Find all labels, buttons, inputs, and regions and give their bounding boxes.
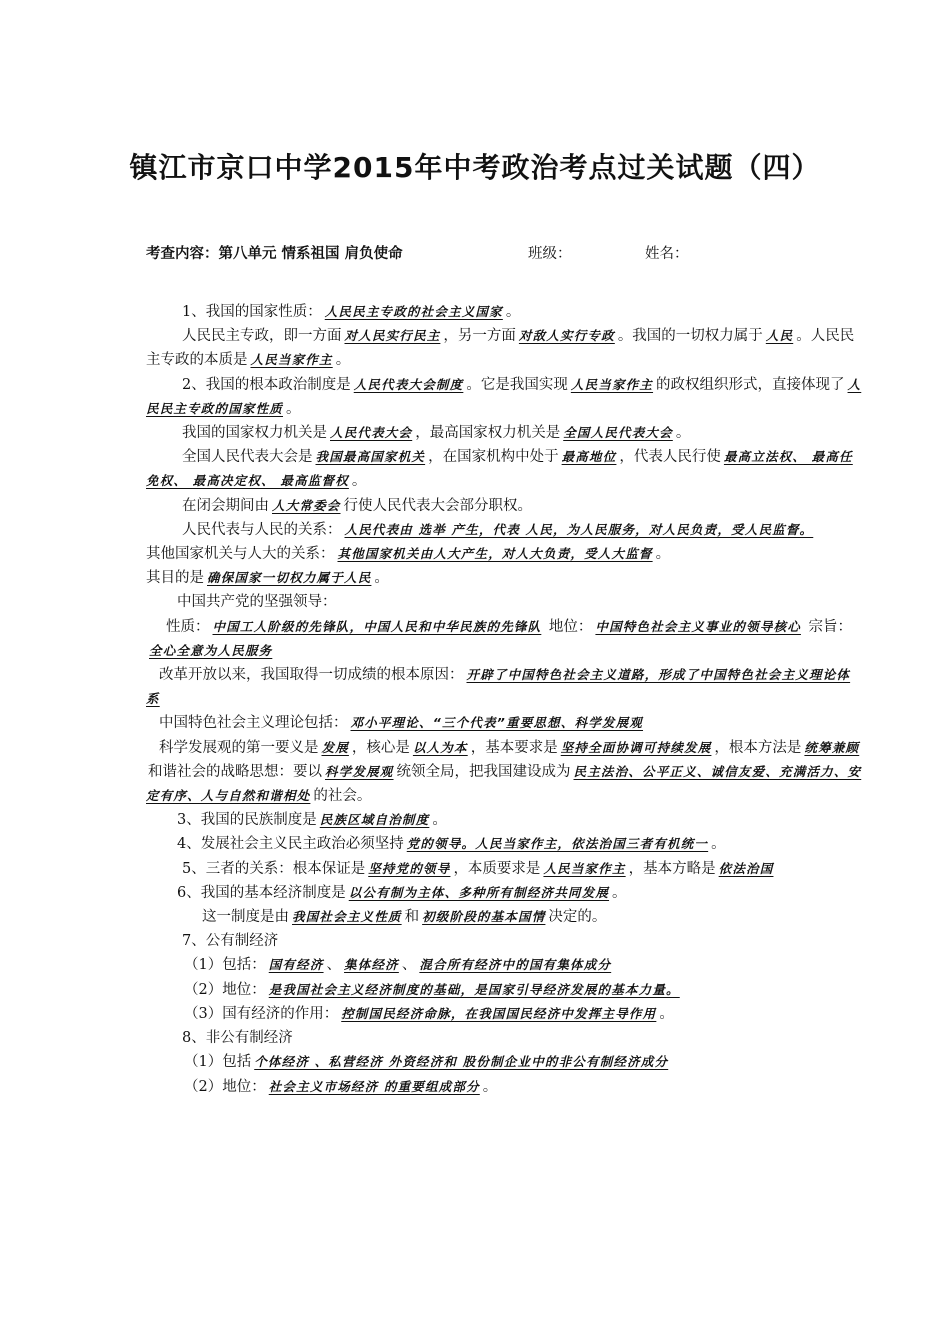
answer: 人民代表大会 — [330, 425, 413, 441]
answer: 坚持党的领导 — [368, 860, 451, 876]
reform-reason — [146, 663, 866, 711]
text: ，基本方略是 — [628, 860, 716, 877]
answer: 对敌人实行专政 — [518, 328, 615, 344]
answer: 社会主义市场经济 的重要组成部分 — [268, 1078, 480, 1094]
text: 中国特色社会主义理论包括： — [159, 715, 348, 732]
answer: 初级阶段的基本国情 — [422, 909, 546, 925]
text: 决定的。 — [548, 909, 607, 926]
answer: 确保国家一切权力属于人民 — [207, 570, 372, 586]
q7-role — [146, 1002, 866, 1026]
text: 全国人民代表大会是 — [182, 449, 313, 466]
answer: 开辟了中国特色社会主义道路，形成了中国特色社会主义理论体系 — [146, 667, 851, 707]
q2-purpose — [146, 566, 866, 590]
q1-detail — [146, 324, 866, 372]
text: ，本质要求是 — [453, 860, 541, 877]
text: 的政权组织形式， — [656, 376, 773, 393]
answer: 控制国民经济命脉，在我国国民经济中发挥主导作用 — [341, 1005, 657, 1021]
theory-system — [146, 711, 866, 735]
text: 6、我国的基本经济制度是 — [177, 884, 346, 901]
text: 我国的国家权力机关是 — [182, 425, 327, 442]
text: 。它是我国实现 — [466, 376, 568, 393]
answer: 人民民主专政的国家性质 — [146, 376, 862, 416]
text: 其他国家机关与人大的关系： — [146, 546, 335, 563]
answer: 依法治国 — [718, 860, 774, 876]
answer: 中国工人阶级的先锋队，中国人民和中华民族的先锋队 — [212, 618, 542, 634]
text: （2）地位： — [184, 1078, 266, 1095]
question-body — [146, 300, 866, 1099]
text: ，基本要求是 — [470, 739, 558, 756]
text: 。 — [655, 546, 671, 563]
answer: 人民民主专政的社会主义国家 — [324, 304, 503, 319]
answer: 民主法治、公平正义、诚信友爱、充满活力、安定有序、人与自然和谐相处 — [146, 763, 862, 804]
q7-status — [146, 978, 866, 1002]
answer: 人民 — [765, 328, 794, 344]
exam-content-label: 考查内容：第八单元 情系祖国 肩负使命 — [146, 245, 403, 262]
text: 改革开放以来，我国取得一切成绩的根本原因： — [159, 667, 464, 684]
text: 2、我国的根本政治制度是 — [182, 376, 351, 393]
class-label: 班级： — [528, 246, 572, 262]
text: 。 — [612, 884, 627, 901]
text: 。人民民主专政的本质是 — [146, 328, 855, 369]
text: （2）地位： — [184, 981, 266, 998]
q3-line — [146, 808, 866, 832]
answer: 最高地位 — [561, 449, 617, 465]
text: 1、我国的国家性质： — [182, 304, 322, 320]
text: （3）国有经济的作用： — [184, 1005, 339, 1022]
text: 3、我国的民族制度是 — [177, 812, 317, 829]
text: 、 — [326, 957, 342, 974]
exam-meta — [146, 242, 866, 262]
q8-heading: 8、非公有制经济 — [182, 1030, 293, 1047]
q2-standing-committee — [146, 494, 866, 518]
text: ，最高国家权力机关是 — [415, 425, 561, 442]
scientific-outlook — [146, 736, 866, 760]
text: 人民民主专政，即一方面 — [182, 328, 342, 345]
text: 的社会。 — [313, 788, 372, 805]
answer: 人民代表由 选举 产生，代表 人民，为人民服务，对人民负责，受人民监督。 — [344, 521, 814, 537]
q4-line — [146, 832, 866, 856]
answer: 人民代表大会制度 — [353, 376, 464, 392]
text: 4、发展社会主义民主政治必须坚持 — [177, 836, 404, 853]
text: 。 — [335, 352, 351, 369]
q1-line — [146, 300, 866, 324]
answer: 党的领导。人民当家作主，依法治国三者有机统一 — [406, 836, 709, 852]
text: 5、三者的关系：根本保证是 — [182, 860, 366, 877]
party-heading: 中国共产党的坚强领导： — [177, 594, 337, 611]
text: 。 — [711, 836, 726, 853]
text: （1）包括： — [184, 957, 266, 974]
text: 和谐社会的战略思想：要以 — [148, 763, 322, 780]
q7-include — [146, 953, 866, 977]
answer: 我国最高国家机关 — [315, 449, 426, 465]
answer: 是我国社会主义经济制度的基础，是国家引导经济发展的基本力量。 — [268, 981, 680, 997]
answer: 科学发展观 — [325, 763, 394, 779]
answer: 全国人民代表大会 — [563, 425, 673, 441]
text: ，代表人民行使 — [619, 449, 721, 466]
text: 这一制度是由 — [202, 909, 289, 926]
text: ，在国家机构中处于 — [428, 449, 559, 466]
text: 行使人民代表大会部分职权。 — [343, 497, 533, 514]
q2-npc — [146, 445, 866, 493]
answer: 其他国家机关由人大产生，对人大负责，受人大监督 — [337, 546, 653, 562]
answer: 人大常委会 — [272, 497, 341, 513]
text: 宗旨： — [808, 618, 853, 635]
answer: 人民当家作主 — [250, 352, 333, 368]
answer: 对人民实行民主 — [344, 328, 441, 344]
answer: 全心全意为人民服务 — [149, 642, 273, 658]
answer: 混合所有经济中的国有集体成分 — [419, 957, 612, 973]
text: 。 — [675, 425, 691, 442]
text: 统领全局，把我国建设成为 — [396, 763, 571, 780]
answer: 以公有制为主体、多种所有制经济共同发展 — [348, 884, 610, 900]
page-title: 镇江市京口中学2015年中考政治考点过关试题（四） — [129, 151, 821, 184]
answer: 中国特色社会主义事业的领导核心 — [595, 618, 801, 634]
name-label: 姓名： — [645, 246, 689, 262]
text: 。 — [374, 570, 389, 587]
answer: 最高立法权、 最高任免权、 最高决定权、 最高监督权 — [146, 449, 853, 489]
text: ，核心是 — [351, 739, 410, 756]
answer: 统筹兼顾 — [804, 739, 860, 755]
text: 。 — [286, 400, 301, 417]
text: 性质： — [166, 618, 210, 635]
text: 直接体现了 — [772, 376, 845, 393]
text: 。我国的一切权力属于 — [617, 328, 763, 345]
q6-detail — [146, 905, 866, 929]
q8-status — [146, 1075, 866, 1099]
text: 。 — [351, 473, 367, 490]
harmonious-society — [146, 760, 866, 808]
q7-heading: 7、公有制经济 — [182, 933, 279, 950]
answer: 坚持全面协调可持续发展 — [560, 739, 712, 755]
party-nature — [146, 615, 866, 663]
text: 。 — [432, 812, 447, 829]
text: 。 — [482, 1078, 498, 1095]
text: 科学发展观的第一要义是 — [159, 739, 319, 756]
text: ，另一方面 — [443, 328, 516, 345]
text: 。 — [505, 304, 521, 320]
q2-power-organ — [146, 421, 866, 445]
text: 在闭会期间由 — [182, 497, 269, 514]
text: 人民代表与人民的关系： — [182, 521, 342, 538]
text: 和 — [404, 909, 420, 926]
text: ，根本方法是 — [714, 739, 802, 756]
text: 地位： — [548, 618, 593, 635]
answer: 国有经济 — [268, 957, 324, 973]
answer: 民族区域自治制度 — [319, 812, 430, 828]
q6-line — [146, 881, 866, 905]
answer: 人民当家作主 — [543, 860, 626, 876]
text: 其目的是 — [146, 570, 204, 587]
answer: 邓小平理论、“三个代表”重要思想、科学发展观 — [350, 715, 644, 731]
text: （1）包括 — [184, 1054, 252, 1071]
answer: 发展 — [321, 739, 349, 755]
answer: 集体经济 — [344, 957, 399, 973]
answer: 个体经济 、私营经济 外资经济和 股份制企业中的非公有制经济成分 — [254, 1054, 669, 1070]
q8-include — [146, 1050, 866, 1074]
answer: 人民当家作主 — [570, 376, 654, 392]
text: 。 — [659, 1005, 674, 1022]
q2-other-organs — [146, 542, 866, 566]
text: 、 — [401, 957, 417, 974]
q2-deputies — [146, 518, 866, 542]
answer: 我国社会主义性质 — [292, 909, 402, 925]
q5-line — [146, 857, 866, 881]
answer: 以人为本 — [412, 739, 468, 755]
q2-line — [146, 373, 866, 421]
